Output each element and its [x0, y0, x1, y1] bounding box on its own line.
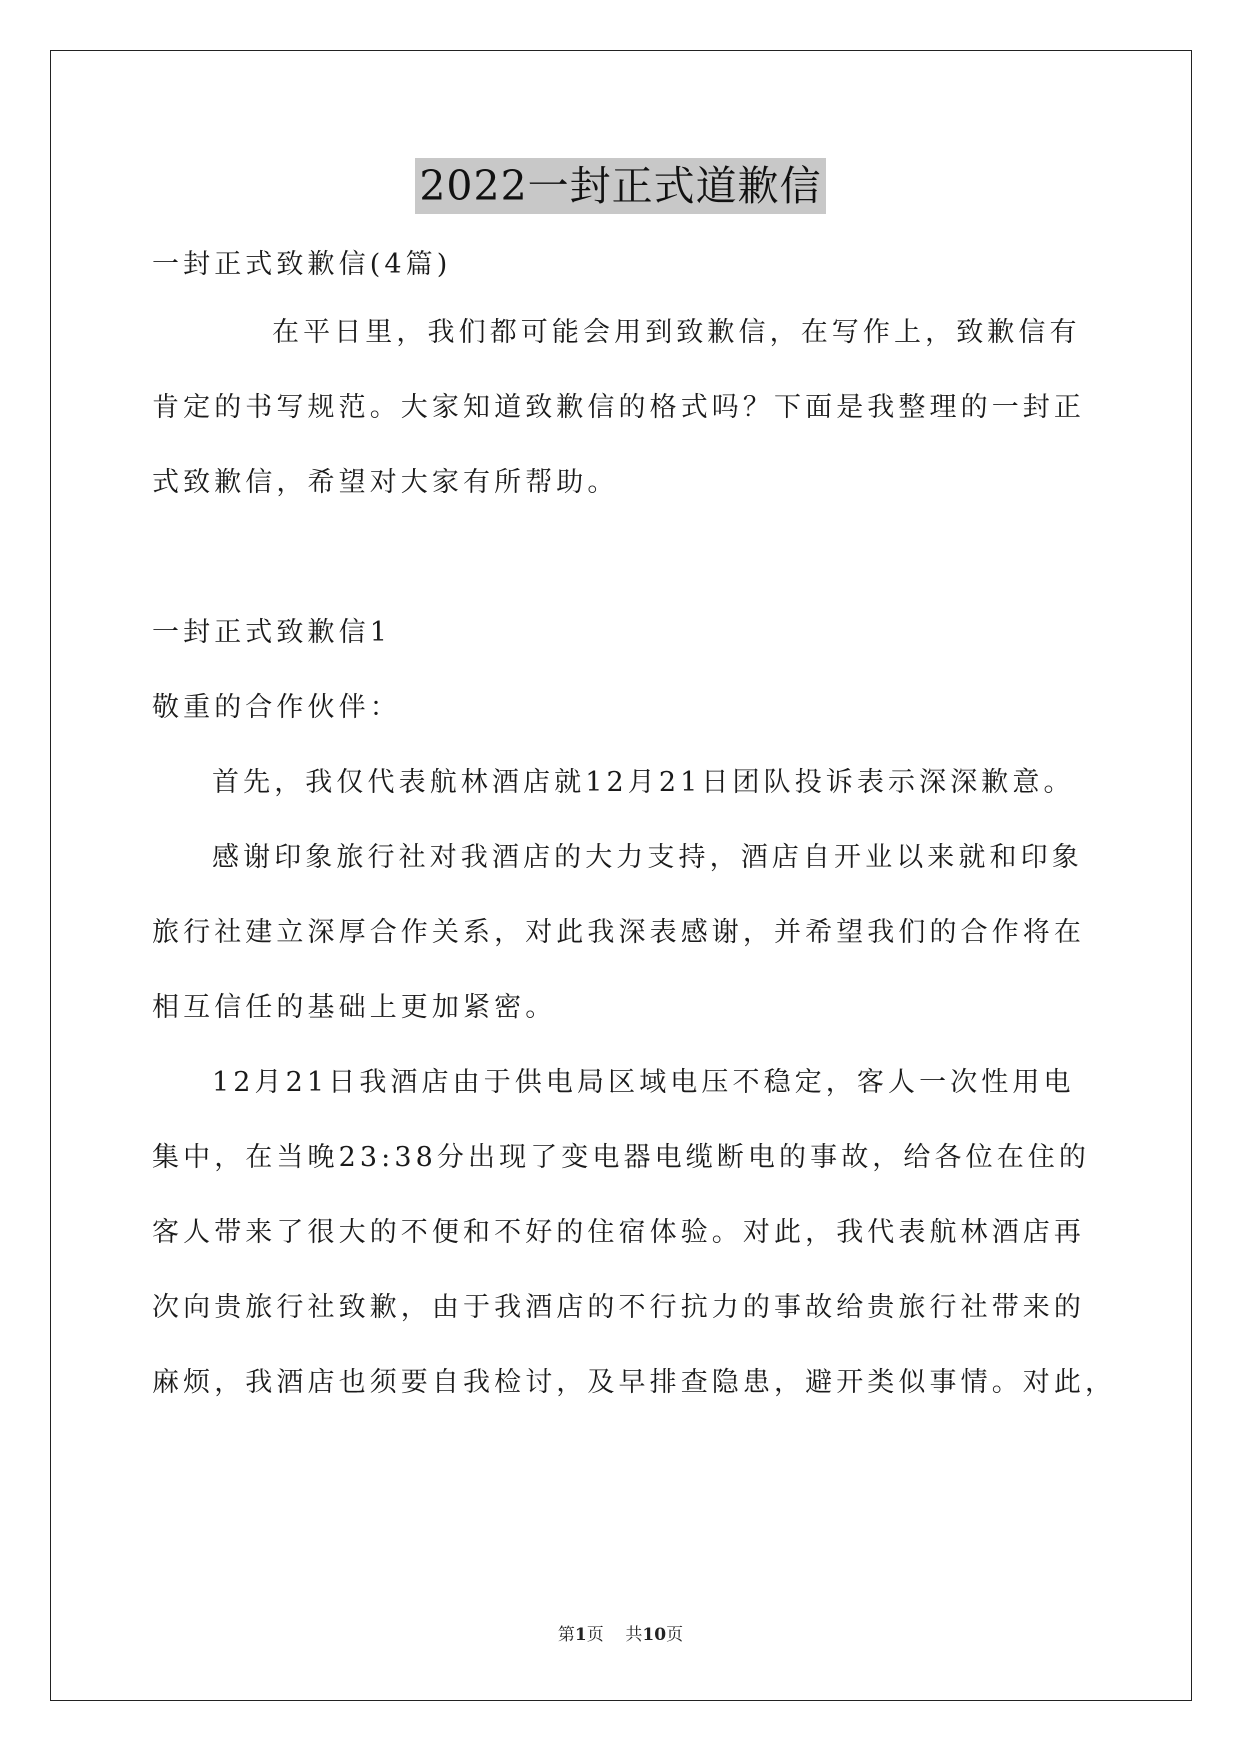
title-container: [0, 158, 1241, 214]
body-paragraph-line: 12月21日我酒店由于供电局区域电压不稳定，客人一次性用电: [212, 1067, 1075, 1098]
body-paragraph-line: 麻烦，我酒店也须要自我检讨，及早排查隐患，避开类似事情。对此，: [152, 1367, 1117, 1398]
page-current: 1: [574, 1625, 587, 1645]
subtitle-line: 一封正式致歉信(4篇): [152, 249, 452, 280]
page-footer: [0, 1620, 1241, 1645]
page-unit: 页: [586, 1625, 604, 1645]
intro-paragraph-line: 在平日里，我们都可能会用到致歉信，在写作上，致歉信有: [272, 317, 1081, 348]
salutation: 敬重的合作伙伴：: [152, 692, 401, 723]
total-prefix: 共: [625, 1625, 643, 1645]
total-unit: 页: [666, 1625, 684, 1645]
section-heading: 一封正式致歉信1: [152, 617, 391, 648]
page-prefix: 第: [557, 1625, 575, 1645]
body-paragraph-line: 次向贵旅行社致歉，由于我酒店的不行抗力的事故给贵旅行社带来的: [152, 1292, 1085, 1323]
body-paragraph-line: 相互信任的基础上更加紧密。: [152, 992, 557, 1023]
intro-paragraph-line: 肯定的书写规范。大家知道致歉信的格式吗？下面是我整理的一封正: [152, 392, 1085, 423]
body-paragraph-line: 首先，我仅代表航林酒店就12月21日团队投诉表示深深歉意。: [212, 767, 1075, 798]
body-paragraph-line: 客人带来了很大的不便和不好的住宿体验。对此，我代表航林酒店再: [152, 1217, 1085, 1248]
document-title: 2022一封正式道歉信: [415, 158, 825, 214]
body-paragraph-line: 感谢印象旅行社对我酒店的大力支持，酒店自开业以来就和印象: [212, 842, 1083, 873]
intro-paragraph-line: 式致歉信，希望对大家有所帮助。: [152, 467, 619, 498]
body-paragraph-line: 旅行社建立深厚合作关系，对此我深表感谢，并希望我们的合作将在: [152, 917, 1085, 948]
page-border: [50, 50, 1192, 1701]
body-paragraph-line: 集中，在当晚23:38分出现了变电器电缆断电的事故，给各位在住的: [152, 1142, 1091, 1173]
page-total: 10: [642, 1625, 667, 1645]
